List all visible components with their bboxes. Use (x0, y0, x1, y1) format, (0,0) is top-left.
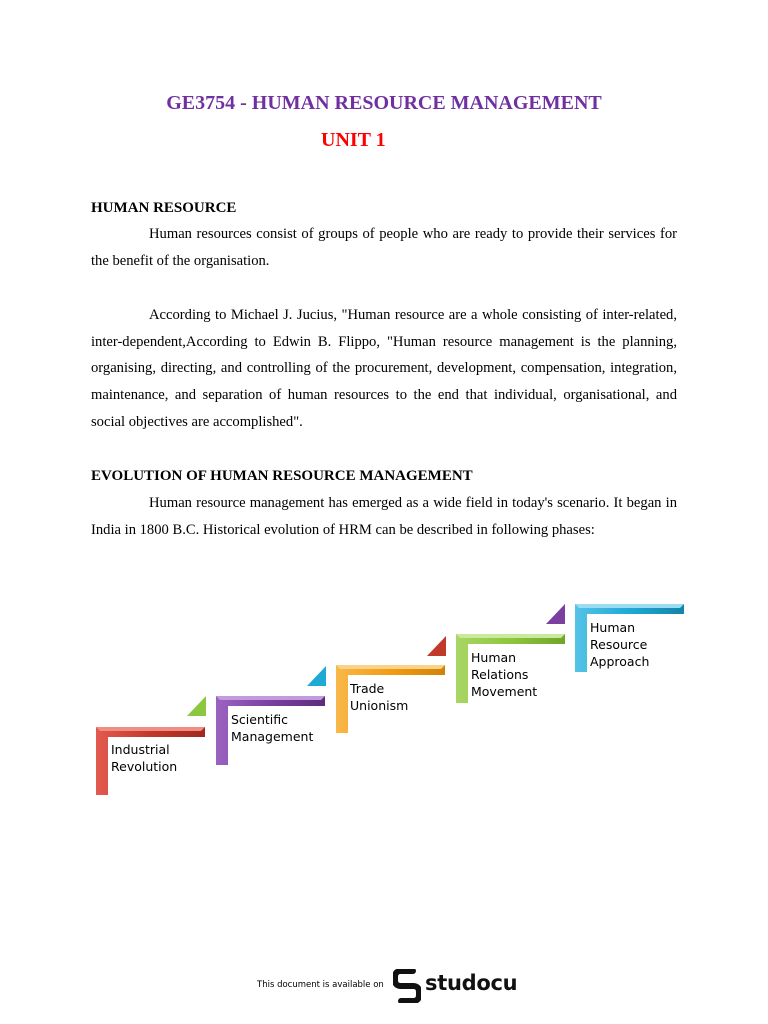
step-label-scientific-management: Scientific Management (231, 712, 314, 744)
step-label-human-resource-approach: Human Resource Approach (590, 620, 650, 669)
paragraph-definition: Human resources consist of groups of people who are ready to provide their services for the benefit of the organisation. (91, 226, 677, 269)
arrow-icon (546, 604, 565, 624)
arrow-icon (307, 666, 326, 686)
step-label-trade-unionism: Trade Unionism (350, 681, 409, 713)
studocu-logo-icon[interactable] (393, 969, 421, 1003)
footer-availability-text: This document is available on (257, 980, 384, 990)
step-label-human-relations-movement: Human Relations Movement (471, 650, 538, 699)
paragraph-evolution: Human resource management has emerged as a wide field in today's scenario. It began in India in 1800 B.C. Historical evolution of HRM can be described in following phases: (91, 495, 677, 538)
section-heading-evolution: EVOLUTION OF HUMAN RESOURCE MANAGEMENT (91, 468, 473, 484)
arrow-icon (427, 636, 446, 656)
paragraph-jucius-flippo: According to Michael J. Jucius, "Human resource are a whole consisting of inter-related, inter-dependent,According to Edwin B. Flippo, "Human resource management is the planning, organising, directing, and controlling of the procurement, development, compensation, integration, maintenance, and separation of human resources to the end that individual, organisational, and social objectives are accomplished". (91, 307, 677, 430)
section-heading-human-resource: HUMAN RESOURCE (91, 200, 237, 216)
arrow-icon (187, 696, 206, 716)
course-title: GE3754 - HUMAN RESOURCE MANAGEMENT (166, 92, 602, 114)
step-label-industrial-revolution: Industrial Revolution (111, 742, 178, 774)
unit-title: UNIT 1 (321, 129, 386, 151)
studocu-brand-text[interactable]: studocu (425, 971, 518, 995)
